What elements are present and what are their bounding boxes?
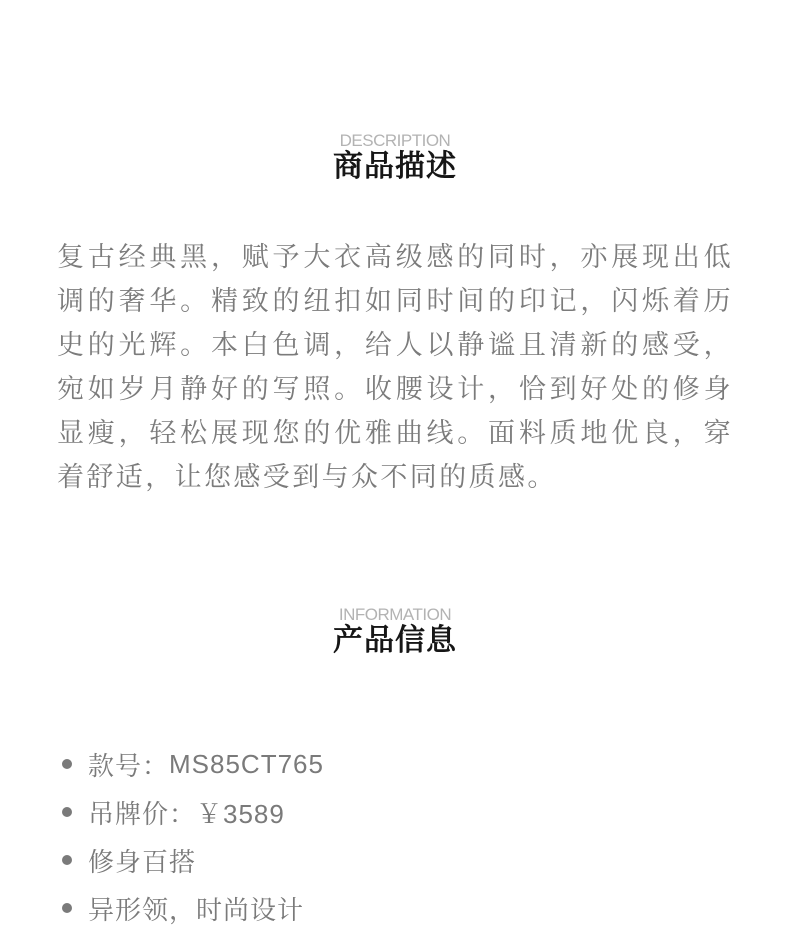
info-item-style-number bbox=[60, 740, 324, 788]
description-heading bbox=[0, 131, 790, 184]
info-item-collar bbox=[60, 884, 324, 932]
information-heading bbox=[0, 605, 790, 658]
info-label: 吊牌价： bbox=[88, 799, 197, 830]
info-value: ￥3589 bbox=[196, 798, 285, 829]
info-item-fit bbox=[60, 836, 324, 884]
description-title: 商品描述 bbox=[333, 149, 457, 184]
bullet-icon bbox=[62, 903, 72, 913]
info-item-tag-price bbox=[60, 788, 324, 836]
bullet-icon bbox=[62, 855, 72, 865]
bullet-icon bbox=[62, 759, 72, 769]
info-label: 款号： bbox=[88, 751, 170, 782]
information-title: 产品信息 bbox=[333, 623, 457, 658]
info-label: 异形领，时尚设计 bbox=[88, 895, 305, 926]
bullet-icon bbox=[62, 807, 72, 817]
info-value: MS85CT765 bbox=[169, 748, 324, 779]
information-eyebrow: INFORMATION bbox=[338, 605, 452, 624]
info-label: 修身百搭 bbox=[88, 847, 197, 878]
product-description-text: 复古经典黑，赋予大衣高级感的同时，亦展现出低调的奢华。精致的纽扣如同时间的印记，闪烁着历史的光辉。本白色调，给人以静谧且清新的感受，宛如岁月静好的写照。收腰设计，恰到好处的修身显瘦，轻松展现您的优雅曲线。面料质地优良，穿着舒适，让您感受到与众不同的质感。 bbox=[57, 242, 733, 493]
product-info-list bbox=[60, 740, 324, 932]
description-eyebrow: DESCRIPTION bbox=[339, 131, 451, 150]
